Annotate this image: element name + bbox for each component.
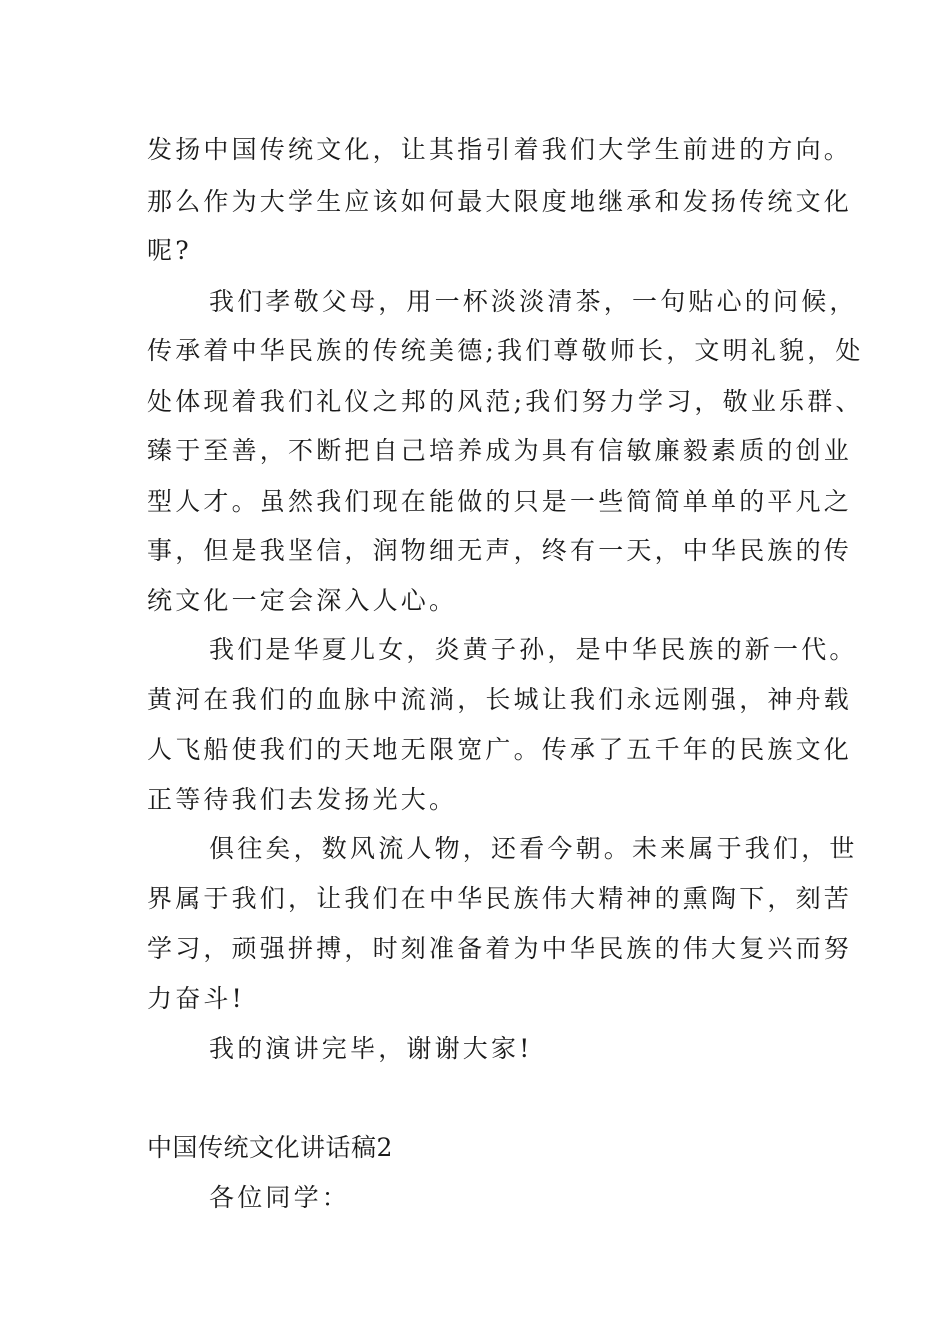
paragraph-3-line-3: 人飞船使我们的天地无限宽广。传承了五千年的民族文化 [147,735,853,764]
paragraph-2-line-5: 型人才。虽然我们现在能做的只是一些简简单单的平凡之 [147,487,853,516]
paragraph-2-line-7: 统文化一定会深入人心。 [147,586,458,615]
paragraph-2-line-2: 传承着中华民族的传统美德;我们尊敬师长，文明礼貌，处 [147,336,864,365]
paragraph-4-line-3: 学习，顽强拼搏，时刻准备着为中华民族的伟大复兴而努 [147,934,853,963]
paragraph-2-line-6: 事，但是我坚信，润物细无声，终有一天，中华民族的传 [147,536,853,565]
greeting-line: 各位同学： [209,1183,351,1212]
paragraph-3-line-1: 我们是华夏儿女，炎黄子孙，是中华民族的新一代。 [209,635,858,664]
closing-line: 我的演讲完毕，谢谢大家! [209,1034,533,1063]
paragraph-2-line-4: 臻于至善，不断把自己培养成为具有信敏廉毅素质的创业 [147,436,853,465]
paragraph-4-line-1: 俱往矣，数风流人物，还看今朝。未来属于我们，世 [209,834,858,863]
paragraph-1-line-3: 呢? [147,236,192,265]
paragraph-3-line-2: 黄河在我们的血脉中流淌，长城让我们永远刚强，神舟载 [147,685,853,714]
paragraph-1-line-1: 发扬中国传统文化，让其指引着我们大学生前进的方向。 [147,135,853,164]
paragraph-4-line-4: 力奋斗! [147,984,245,1013]
paragraph-2-line-3: 处体现着我们礼仪之邦的风范;我们努力学习，敬业乐群、 [147,387,864,416]
section-title: 中国传统文化讲话稿2 [147,1133,393,1162]
paragraph-4-line-2: 界属于我们，让我们在中华民族伟大精神的熏陶下，刻苦 [147,884,853,913]
paragraph-2-line-1: 我们孝敬父母，用一杯淡淡清茶，一句贴心的问候， [209,287,858,316]
paragraph-1-line-2: 那么作为大学生应该如何最大限度地继承和发扬传统文化 [147,187,853,216]
paragraph-3-line-4: 正等待我们去发扬光大。 [147,785,458,814]
